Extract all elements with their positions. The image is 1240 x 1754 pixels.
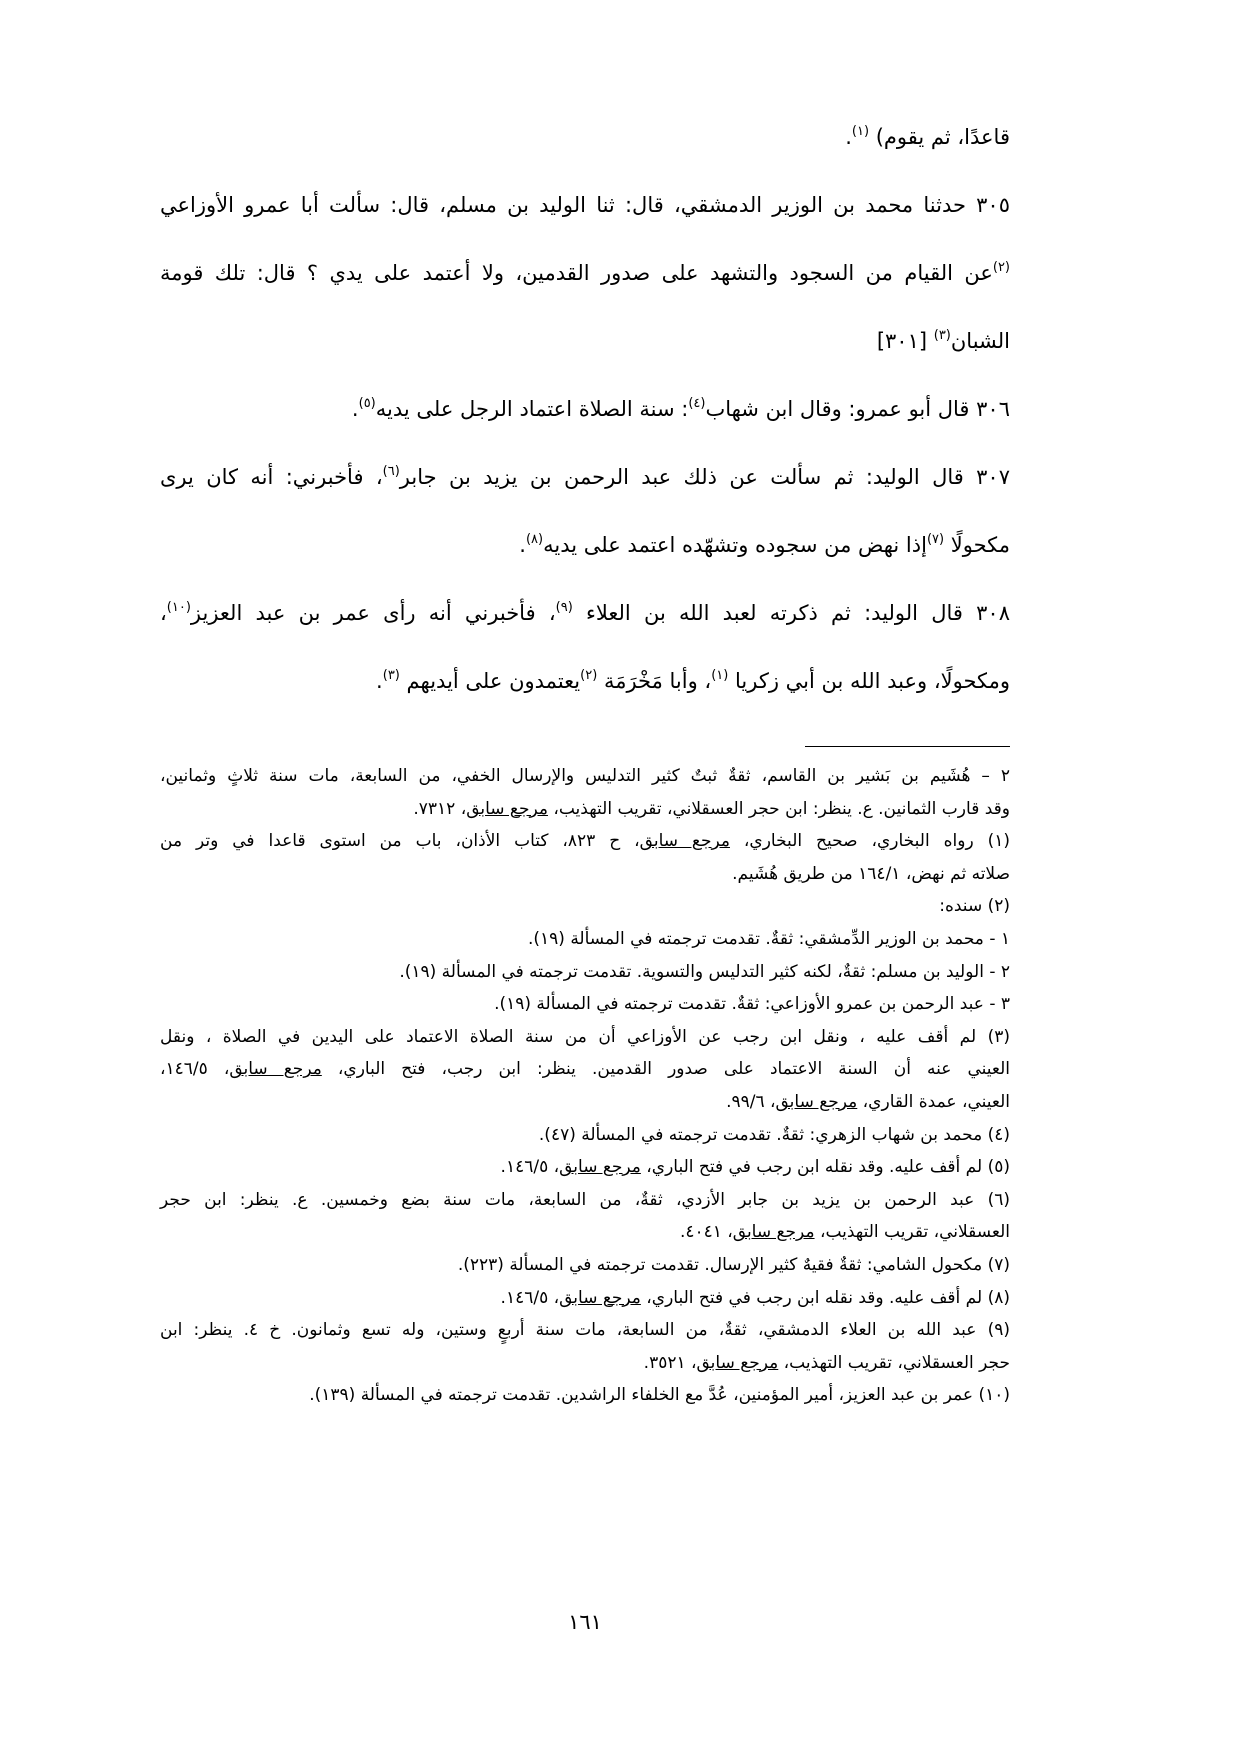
footnote-line: (١) رواه البخاري، صحيح البخاري، مرجع سابق، ح ٨٢٣، كتاب الأذان، باب من استوى قاعدا في وتر من: [160, 831, 1010, 852]
footnote-ref[interactable]: (٧): [926, 532, 945, 547]
reference-link[interactable]: مرجع سابق: [639, 831, 730, 852]
footnote-line: (١٠) عمر بن عبد العزيز، أمير المؤمنين، عُدَّ مع الخلفاء الراشدين. تقدمت ترجمته في المسألة (١٣٩).: [309, 1385, 1010, 1406]
reference-link[interactable]: مرجع سابق: [559, 1287, 641, 1308]
footnote-line: ٢ - الوليد بن مسلم: ثقةٌ، لكنه كثير التدليس والتسوية. تقدمت ترجمته في المسألة (١٩).: [399, 961, 1010, 982]
paragraph-307-line-1: ٣٠٧ قال الوليد: ثم سألت عن ذلك عبد الرحمن بن يزيد بن جابر$^{(٦)}$، فأخبرني: أنه كان يرى: [160, 464, 1010, 489]
footnote-ref[interactable]: (١): [711, 668, 729, 683]
footnote-ref[interactable]: (١٠): [166, 600, 191, 615]
footnote-line: (٢) سنده:: [939, 896, 1010, 917]
footnote-ref[interactable]: (٢): [992, 260, 1010, 275]
footnote-line: (٨) لم أقف عليه. وقد نقله ابن رجب في فتح الباري، مرجع سابق، ١٤٦/٥.: [500, 1287, 1010, 1308]
footnote-ref[interactable]: (٥): [358, 396, 376, 411]
reference-link[interactable]: مرجع سابق: [732, 1222, 815, 1243]
footnote-ref[interactable]: (٣): [382, 668, 400, 683]
footnote-ref[interactable]: (٤): [688, 396, 706, 411]
reference-link[interactable]: مرجع سابق: [775, 1091, 858, 1112]
footnote-line: (٩) عبد الله بن العلاء الدمشقي، ثقةٌ، من السابعة، مات سنة أربعٍ وستين، وله تسع وثمانون. خ ٤. ينظر: ابن: [160, 1320, 1010, 1341]
paragraph-305-line-1: ٣٠٥ حدثنا محمد بن الوزير الدمشقي، قال: ثنا الوليد بن مسلم، قال: سألت أبا عمرو الأوزاعي: [160, 193, 1010, 217]
footnote-ref[interactable]: (٦): [382, 464, 400, 479]
footnote-line: العسقلاني، تقريب التهذيب، مرجع سابق، ٤٠٤١.: [679, 1222, 1010, 1243]
footnote-line: حجر العسقلاني، تقريب التهذيب، مرجع سابق، ٣٥٢١.: [643, 1352, 1010, 1373]
reference-link[interactable]: مرجع سابق: [229, 1059, 322, 1080]
footnote-line: (٣) لم أقف عليه ، ونقل ابن رجب عن الأوزاعي أن من سنة الصلاة الاعتماد على اليدين في الصلاة ، ونقل: [160, 1026, 1010, 1047]
footnote-line: ٢ – هُشَيم بن بَشير بن القاسم، ثقةٌ ثبتٌ كثير التدليس والإرسال الخفي، من السابعة، مات سنة ثلاثٍ وثمانين،: [160, 766, 1010, 786]
footnote-line: ٣ - عبد الرحمن بن عمرو الأوزاعي: ثقةٌ. تقدمت ترجمته في المسألة (١٩).: [494, 994, 1010, 1015]
footnote-ref[interactable]: (٣): [933, 328, 951, 343]
footnote-line: وقد قارب الثمانين. ع. ينظر: ابن حجر العسقلاني، تقريب التهذيب، مرجع سابق، ٧٣١٢.: [413, 798, 1010, 819]
footnote-ref[interactable]: (٩): [555, 600, 573, 615]
footnote-line: (٦) عبد الرحمن بن يزيد بن جابر الأزدي، ثقةٌ، من السابعة، مات سنة بضع وخمسين. ع. ينظر: ابن حجر: [160, 1189, 1010, 1210]
footnote-line: العيني عنه أن السنة الاعتماد على صدور القدمين. ينظر: ابن رجب، فتح الباري، مرجع سابق، ١٤٦/٥،: [160, 1059, 1011, 1080]
reference-link[interactable]: مرجع سابق: [466, 798, 548, 819]
paragraph-305-line-2: $^{(٢)}$عن القيام من السجود والتشهد على صدور القدمين، ولا أعتمد على يدي ؟ قال: تلك قومة: [160, 260, 1010, 285]
footnote-separator: [805, 746, 1010, 747]
footnote-line: (٧) مكحول الشامي: ثقةٌ فقيهٌ كثير الإرسال. تقدمت ترجمته في المسألة (٢٢٣).: [457, 1254, 1010, 1275]
reference-link[interactable]: مرجع سابق: [696, 1352, 779, 1373]
footnote-line: صلاته ثم نهض، ١٦٤/١ من طريق هُشَيم.: [732, 863, 1010, 884]
footnote-line: (٥) لم أقف عليه. وقد نقله ابن رجب في فتح الباري، مرجع سابق، ١٤٦/٥.: [500, 1157, 1010, 1178]
page-number: ١٦١: [568, 1610, 602, 1634]
footnote-line: العيني، عمدة القاري، مرجع سابق، ٩٩/٦.: [726, 1091, 1010, 1112]
main-text: [160, 126, 1010, 738]
paragraph-308-line-1: ٣٠٨ قال الوليد: ثم ذكرته لعبد الله بن العلاء $^{(٩)}$، فأخبرني أنه رأى عمر بن عبد العزيز$^{(١٠)}$،: [160, 600, 1010, 625]
paragraph-306: ٣٠٦ قال أبو عمرو: وقال ابن شهاب$^{(٤)}$: سنة الصلاة اعتماد الرجل على يديه$^{(٥)}$.: [351, 396, 1010, 421]
paragraph-307-line-2: مكحولًا $^{(٧)}$إذا نهض من سجوده وتشهّده اعتمد على يديه$^{(٨)}$.: [519, 532, 1010, 557]
paragraph-1: قاعدًا، ثم يقوم) $^{(١)}$.: [845, 124, 1010, 149]
footnote-ref[interactable]: (١): [851, 124, 870, 139]
reference-link[interactable]: مرجع سابق: [559, 1157, 641, 1178]
paragraph-308-line-2: ومكحولًا، وعبد الله بن أبي زكريا $^{(١)}$، وأبا مَخْرَمَة $^{(٢)}$يعتمدون على أيديهم $^{(٣)}$.: [376, 668, 1010, 693]
footnote-ref[interactable]: (٢): [580, 668, 598, 683]
footnote-ref[interactable]: (٨): [525, 532, 544, 547]
footnotes: [160, 764, 1010, 1416]
footnote-line: (٤) محمد بن شهاب الزهري: ثقةٌ. تقدمت ترجمته في المسألة (٤٧).: [538, 1124, 1010, 1145]
paragraph-305-line-3: الشبان$^{(٣)}$ [٣٠١]: [876, 328, 1010, 353]
footnote-line: ١ - محمد بن الوزير الدِّمشقي: ثقةٌ. تقدمت ترجمته في المسألة (١٩).: [527, 928, 1010, 949]
document-page: [160, 0, 1010, 1754]
